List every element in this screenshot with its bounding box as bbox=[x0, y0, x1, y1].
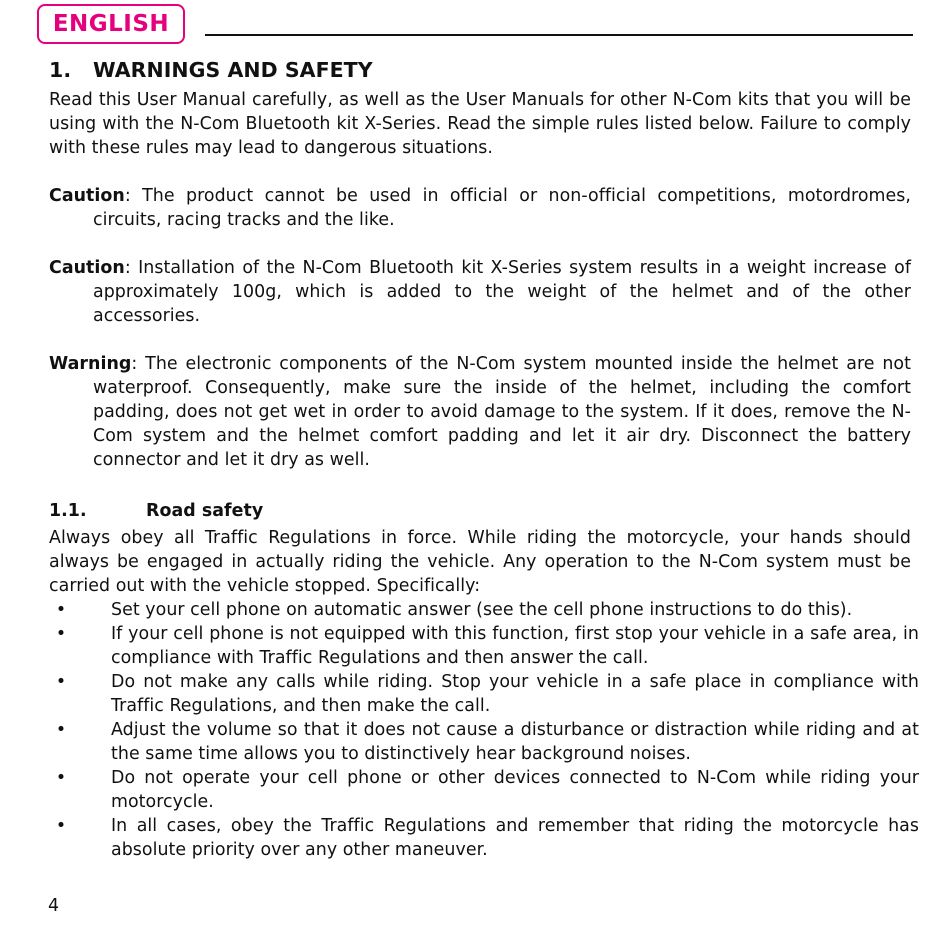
section-title-text: WARNINGS AND SAFETY bbox=[93, 58, 373, 82]
bullet-icon: • bbox=[55, 816, 67, 836]
list-item-text: In all cases, obey the Traffic Regulations and remember that riding the motorcycle has absolute priority over any other maneuver. bbox=[111, 816, 919, 860]
list-item-text: If your cell phone is not equipped with this function, first stop your vehicle in a safe area, in compliance with Traffic Regulations and then answer the call. bbox=[111, 624, 919, 668]
list-item bbox=[49, 598, 919, 622]
list-item-text: Do not operate your cell phone or other devices connected to N-Com while riding your motorcycle. bbox=[111, 768, 919, 812]
section-number: 1. bbox=[49, 58, 72, 82]
note-text: : The electronic components of the N-Com system mounted inside the helmet are not waterproof. Consequently, make sure the inside of the helmet, including the comfort padding, does not get wet in order to avoid damage to the system. If it does, remove the N-Com system and the helmet comfort padding and let it air dry. Disconnect the battery connector and let it dry as well. bbox=[93, 354, 911, 470]
caution-note-weight bbox=[49, 256, 911, 328]
bullet-icon: • bbox=[55, 768, 67, 788]
warning-note-waterproof bbox=[49, 352, 911, 472]
page-content bbox=[49, 55, 919, 862]
subsection-number: 1.1. bbox=[49, 501, 87, 521]
bullet-icon: • bbox=[55, 624, 67, 644]
note-text: : The product cannot be used in official or non-official competitions, motordromes, circuits, racing tracks and the like. bbox=[93, 186, 911, 230]
list-item bbox=[49, 622, 919, 670]
caution-note-competitions bbox=[49, 184, 911, 232]
list-item bbox=[49, 718, 919, 766]
road-safety-list bbox=[49, 598, 919, 862]
list-item-text: Adjust the volume so that it does not cause a disturbance or distraction while riding and at the same time allows you to distinctively hear background noises. bbox=[111, 720, 919, 764]
list-item-text: Do not make any calls while riding. Stop your vehicle in a safe place in compliance with Traffic Regulations, and then make the call. bbox=[111, 672, 919, 716]
page-number: 4 bbox=[48, 896, 60, 916]
list-item bbox=[49, 814, 919, 862]
section-title bbox=[49, 55, 911, 88]
language-badge: ENGLISH bbox=[37, 4, 185, 44]
note-text: : Installation of the N-Com Bluetooth kit X-Series system results in a weight increase of approximately 100g, which is added to the weight of the helmet and of the other accessories. bbox=[93, 258, 911, 326]
note-label: Warning bbox=[49, 354, 132, 374]
list-item bbox=[49, 670, 919, 718]
list-item-text: Set your cell phone on automatic answer (see the cell phone instructions to do this). bbox=[111, 600, 853, 620]
list-item bbox=[49, 766, 919, 814]
note-label: Caution bbox=[49, 258, 125, 278]
note-label: Caution bbox=[49, 186, 125, 206]
subsection-intro: Always obey all Traffic Regulations in force. While riding the motorcycle, your hands should always be engaged in actually riding the vehicle. Any operation to the N-Com system must be carried out with the vehicle stopped. Specifically: bbox=[49, 528, 911, 596]
subsection-title bbox=[49, 496, 911, 526]
section-intro: Read this User Manual carefully, as well as the User Manuals for other N-Com kits that you will be using with the N-Com Bluetooth kit X-Series. Read the simple rules listed below. Failure to comply with these rules may lead to dangerous situations. bbox=[49, 90, 911, 158]
bullet-icon: • bbox=[55, 672, 67, 692]
subsection-title-text: Road safety bbox=[146, 501, 264, 521]
header-rule bbox=[205, 34, 913, 36]
bullet-icon: • bbox=[55, 720, 67, 740]
bullet-icon: • bbox=[55, 600, 67, 620]
